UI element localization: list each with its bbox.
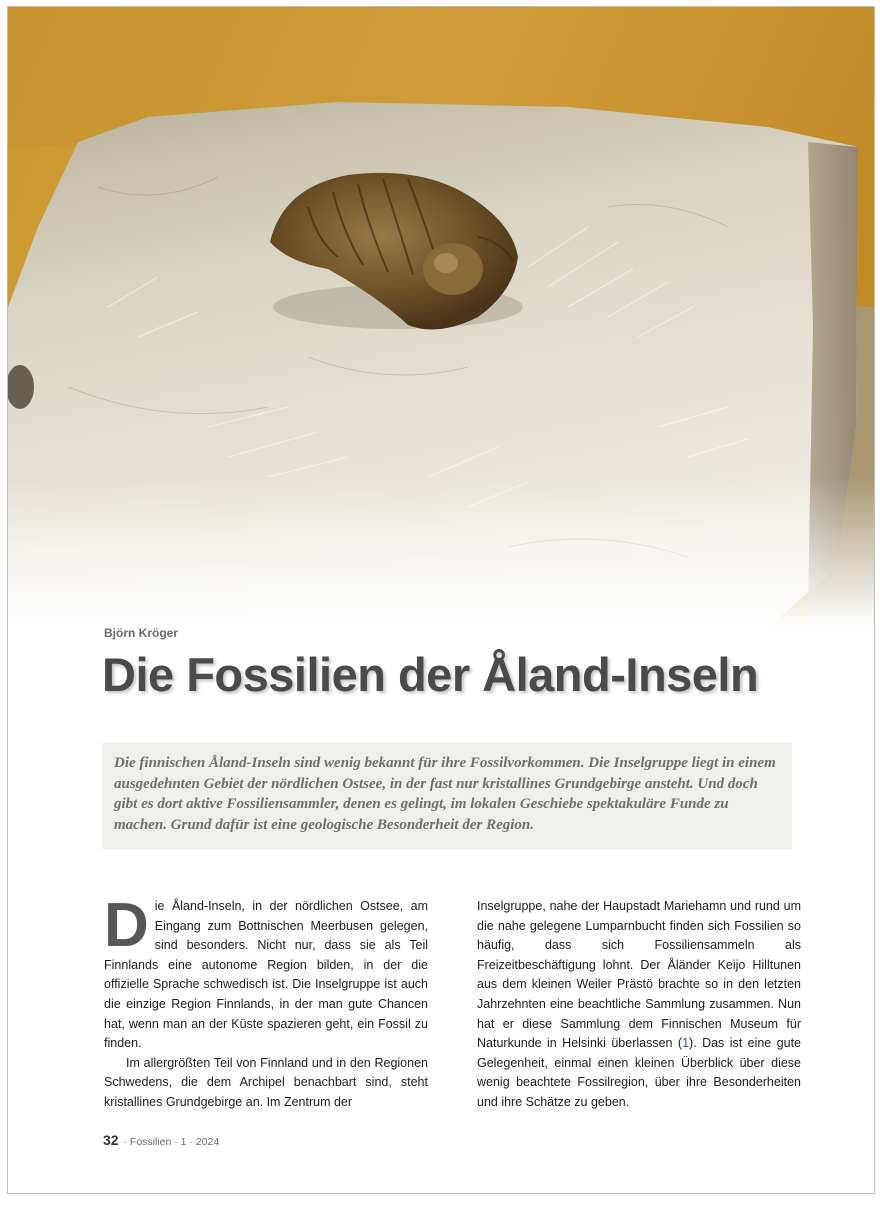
page-footer: [103, 1132, 219, 1148]
drop-cap: D: [104, 891, 149, 960]
body-column-left: [104, 891, 428, 1113]
paragraph-text: ie Åland-Inseln, in der nördlichen Ostsee, am Eingang zum Bottnischen Meerbusen gelegen, sind besonders. Nicht nur, dass sie als Teil Finnlands eine autonome Region bilden, in der die offizielle Sprache schwedisch ist. Die Inselgruppe ist auch die einzige Region Finnlands, in der man gute Chancen hat, wenn man an der Küste spazieren geht, ein Fossil zu finden.: [104, 899, 428, 1051]
hero-photo-trilobite: [8, 7, 874, 627]
article-title: Die Fossilien der Åland-Inseln: [102, 648, 759, 701]
body-paragraph: Im allergrößten Teil von Finnland und in den Regionen Schwedens, die dem Archipel benachbart sind, steht kristallines Grundgebirge an. Im Zentrum der: [104, 1055, 428, 1109]
body-column-right: [477, 897, 801, 1113]
paragraph-text: ). Das ist eine gute Gelegenheit, einmal einen kleinen Überblick über diese wenig beachtete Fossilregion, über ihre Besonderheiten und ihre Schätze zu geben.: [477, 1036, 801, 1109]
reference-link[interactable]: 1: [682, 1036, 690, 1051]
lead-paragraph: Die finnischen Åland-Inseln sind wenig bekannt für ihre Fossilvorkommen. Die Inselgruppe liegt in einem ausgedehnten Gebiet der nördlichen Ostsee, in der fast nur kristallines Grundgebirge ansteht. Und doch gibt es dort aktive Fossiliensammler, denen es gelingt, im lokalen Geschiebe spektakuläre Funde zu machen. Grund dafür ist eine geologische Besonderheit der Region.: [102, 743, 792, 849]
author-byline: Björn Kröger: [104, 626, 179, 640]
footer-journal-info: · Fossilien · 1 · 2024: [120, 1136, 220, 1148]
paragraph-text: Inselgruppe, nahe der Haupstadt Mariehamn und rund um die nahe gelegene Lumparnbucht finden sich Fossilien so häufig, dass sich Fossiliensammeln als Freizeitbeschäftigung lohnt. Der Åländer Keijo Hilltunen aus dem kleinen Weiler Prästö brachte so in den letzten Jahrzehnten eine beachtliche Sammlung zusammen. Nun hat er diese Sammlung dem Finnischen Museum für Naturkunde in Helsinki überlassen (: [477, 899, 801, 1051]
body-paragraph: [477, 897, 801, 1113]
page-number: 32: [103, 1132, 119, 1148]
body-paragraph: [104, 891, 428, 1054]
magazine-page: [7, 6, 875, 1194]
